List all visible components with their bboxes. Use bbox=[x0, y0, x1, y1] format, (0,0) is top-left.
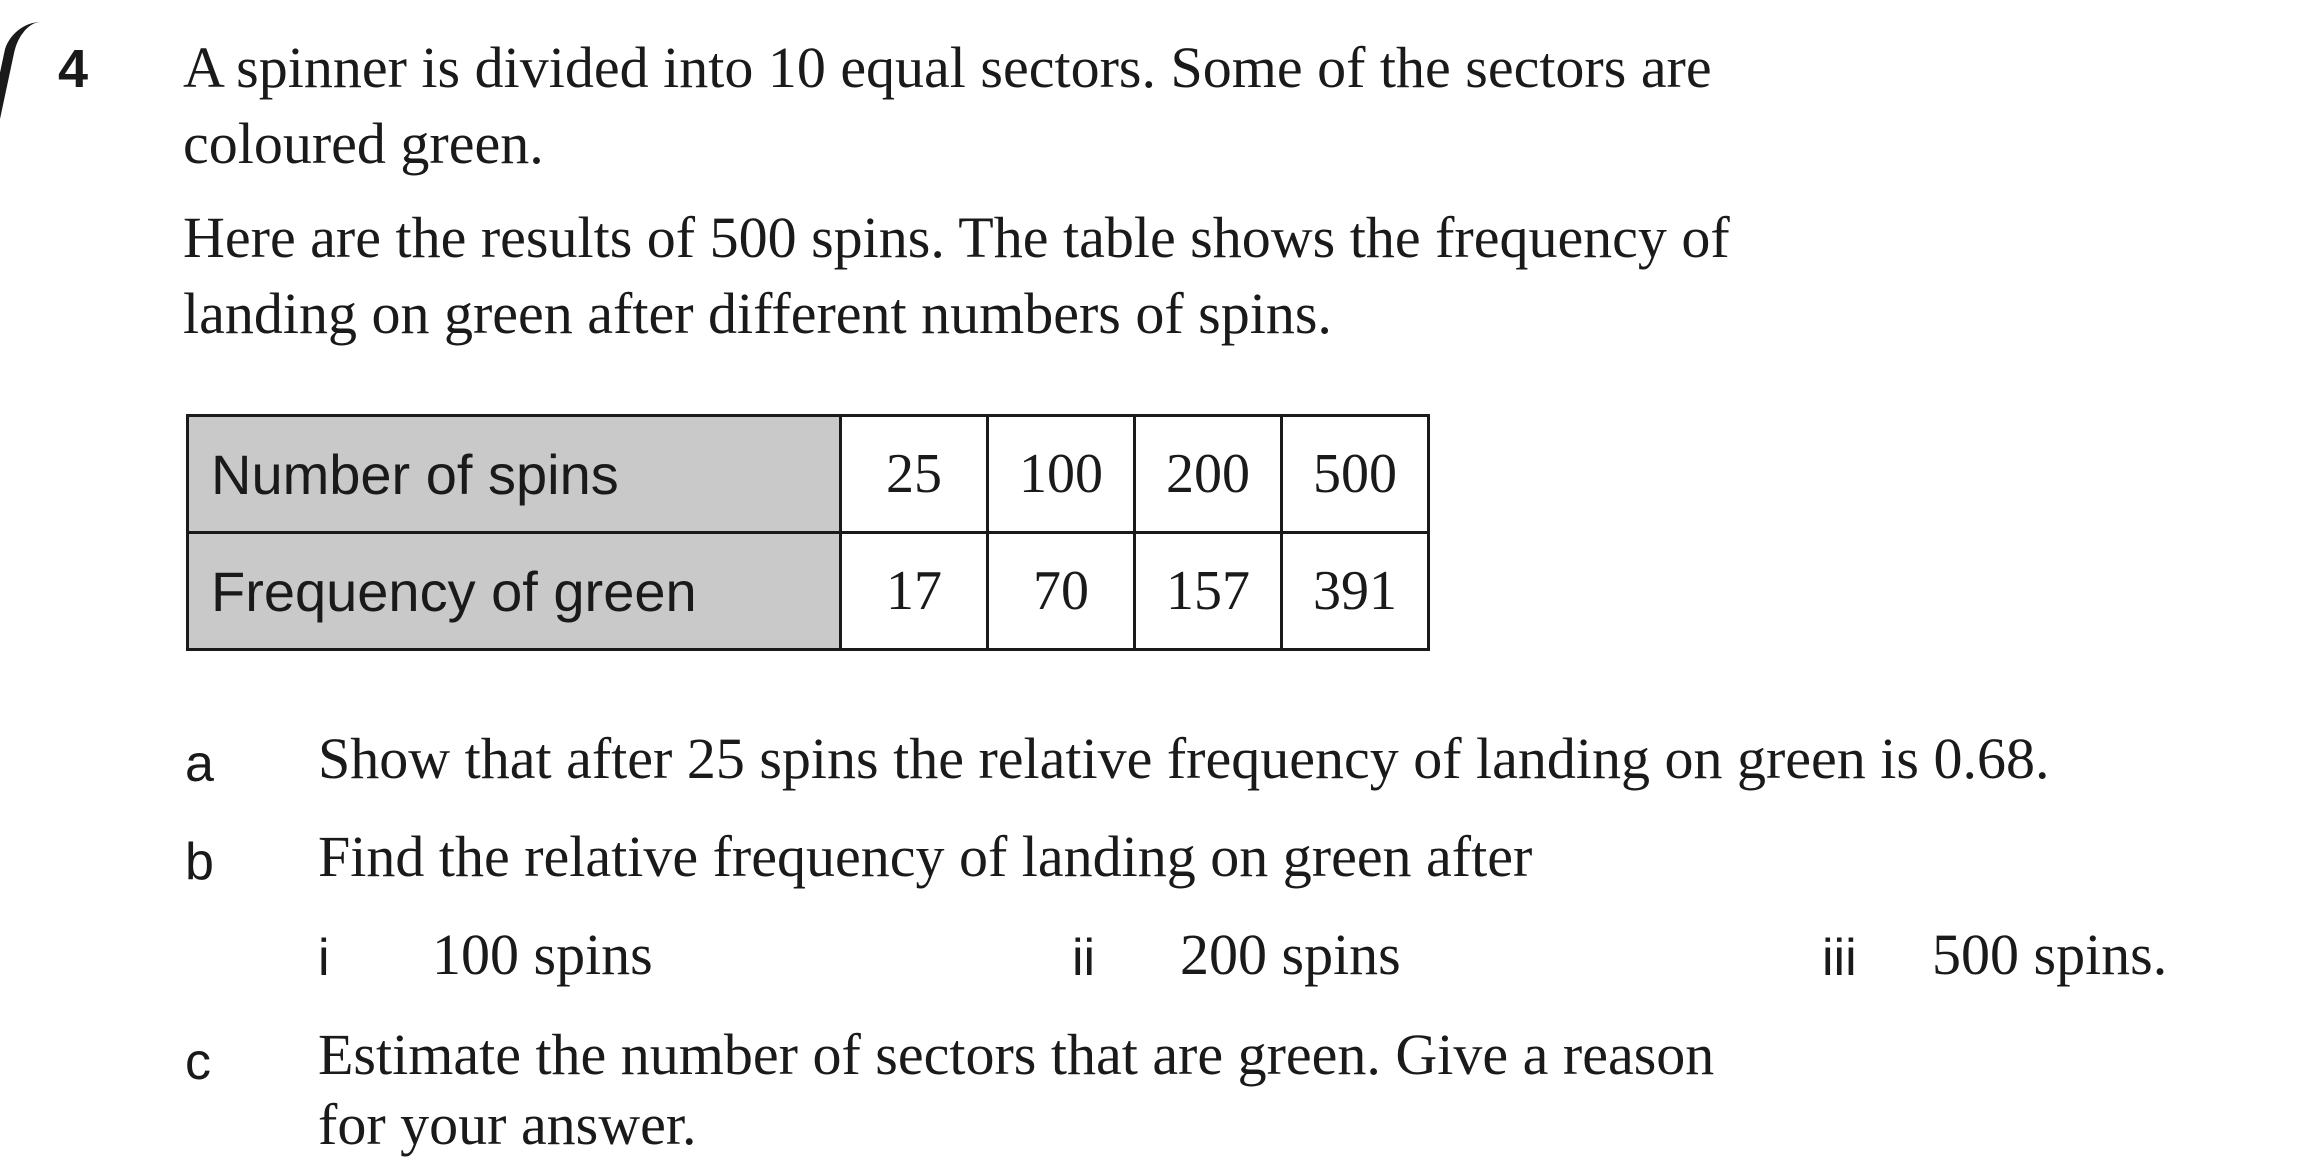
part-b-letter: b bbox=[185, 833, 214, 891]
context-line-1: Here are the results of 500 spins. The table shows the frequency of bbox=[183, 205, 1730, 270]
table-cell: 17 bbox=[841, 533, 988, 650]
question-context bbox=[183, 200, 1983, 352]
intro-line-1: A spinner is divided into 10 equal sectors. Some of the sectors are bbox=[183, 35, 1712, 100]
subpart-ii-label: ii bbox=[1072, 929, 1096, 987]
table-cell: 25 bbox=[841, 416, 988, 533]
part-a-letter: a bbox=[185, 735, 214, 793]
part-c-letter: c bbox=[185, 1033, 211, 1091]
row-header-spins: Number of spins bbox=[188, 416, 841, 533]
table-cell: 70 bbox=[988, 533, 1135, 650]
part-c-line-2: for your answer. bbox=[318, 1092, 697, 1157]
subpart-i-text: 100 spins bbox=[432, 922, 653, 987]
context-line-2: landing on green after different numbers of spins. bbox=[183, 281, 1332, 346]
table-cell: 157 bbox=[1135, 533, 1282, 650]
part-a-text: Show that after 25 spins the relative frequency of landing on green is 0.68. bbox=[318, 726, 2050, 791]
table-row-spins bbox=[188, 416, 1429, 533]
margin-tick-mark bbox=[0, 22, 43, 122]
table-cell: 500 bbox=[1282, 416, 1429, 533]
table-cell: 200 bbox=[1135, 416, 1282, 533]
table-cell: 100 bbox=[988, 416, 1135, 533]
part-c-line-1: Estimate the number of sectors that are green. Give a reason bbox=[318, 1022, 1715, 1087]
subpart-iii-label: iii bbox=[1822, 929, 1857, 987]
frequency-table bbox=[186, 414, 1430, 651]
part-b-text: Find the relative frequency of landing on green after bbox=[318, 824, 1533, 889]
subpart-ii-text: 200 spins bbox=[1180, 922, 1401, 987]
row-header-green: Frequency of green bbox=[188, 533, 841, 650]
subpart-iii-text: 500 spins. bbox=[1932, 922, 2168, 987]
table-cell: 391 bbox=[1282, 533, 1429, 650]
question-intro bbox=[183, 30, 1983, 182]
intro-line-2: coloured green. bbox=[183, 111, 544, 176]
subpart-i-label: i bbox=[318, 929, 330, 987]
table-row-green bbox=[188, 533, 1429, 650]
question-number: 4 bbox=[58, 39, 89, 99]
part-c-text bbox=[318, 1020, 1714, 1160]
